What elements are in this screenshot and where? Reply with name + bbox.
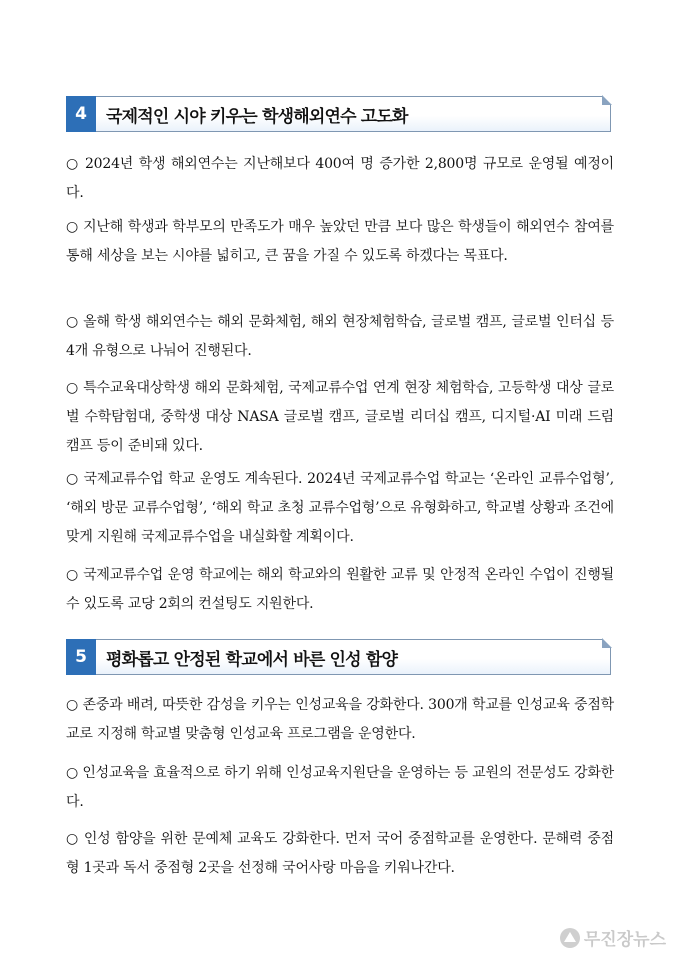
section-number: 4 [66,96,96,132]
watermark [560,925,666,950]
paragraph: ○ 존중과 배려, 따뜻한 감성을 키우는 인성교육을 강화한다. 300개 학교를 인성교육 중점학교로 지정해 학교별 맞춤형 인성교육 프로그램을 운영한다. [66,697,614,742]
paragraph: ○ 인성교육을 효율적으로 하기 위해 인성교육지원단을 운영하는 등 교원의 전문성도 강화한다. [66,765,614,810]
paragraph: ○ 특수교육대상학생 해외 문화체험, 국제교류수업 연계 현장 체험학습, 고등학생 대상 글로벌 수학탐험대, 중학생 대상 NASA 글로벌 캠프, 글로벌 리더십 캠프, 디지털·AI 미래 드림 캠프 등이 준비돼 있다. [66,380,614,454]
paragraph: ○ 지난해 학생과 학부모의 만족도가 매우 높았던 만큼 보다 많은 학생들이 해외연수 참여를 통해 세상을 보는 시야를 넓히고, 큰 꿈을 가질 수 있도록 하겠다는 목표다. [66,219,614,264]
paragraph: ○ 인성 함양을 위한 문예체 교육도 강화한다. 먼저 국어 중점학교를 운영한다. 문해력 중점형 1곳과 독서 중점형 2곳을 선정해 국어사랑 마음을 키워나간다. [66,831,614,876]
section-5-header [66,639,611,675]
paragraph: ○ 올해 학생 해외연수는 해외 문화체험, 해외 현장체험학습, 글로벌 캠프, 글로벌 인터십 등 4개 유형으로 나눠어 진행된다. [66,314,614,359]
mountain-logo-icon [560,928,580,948]
paragraph: ○ 국제교류수업 운영 학교에는 해외 학교와의 원활한 교류 및 안정적 온라인 수업이 진행될 수 있도록 교당 2회의 컨설팅도 지원한다. [66,567,614,612]
section-title: 평화롭고 안정된 학교에서 바른 인성 함양 [106,649,398,670]
section-title: 국제적인 시야 키우는 학생해외연수 고도화 [106,106,408,127]
section-number: 5 [66,639,96,675]
paragraph: ○ 국제교류수업 학교 운영도 계속된다. 2024년 국제교류수업 학교는 ‘온라인 교류수업형’, ‘해외 방문 교류수업형’, ‘해외 학교 초청 교류수업형’으로 유형화하고, 학교별 상황과 조건에 맞게 지원해 국제교류수업을 내실화할 계획이다. [66,471,614,545]
section-4-header [66,96,611,132]
page-fold-icon [602,638,612,648]
page-fold-icon [602,95,612,105]
watermark-text: 무진장뉴스 [583,930,666,950]
paragraph: ○ 2024년 학생 해외연수는 지난해보다 400여 명 증가한 2,800명 규모로 운영될 예정이다. [66,156,614,201]
